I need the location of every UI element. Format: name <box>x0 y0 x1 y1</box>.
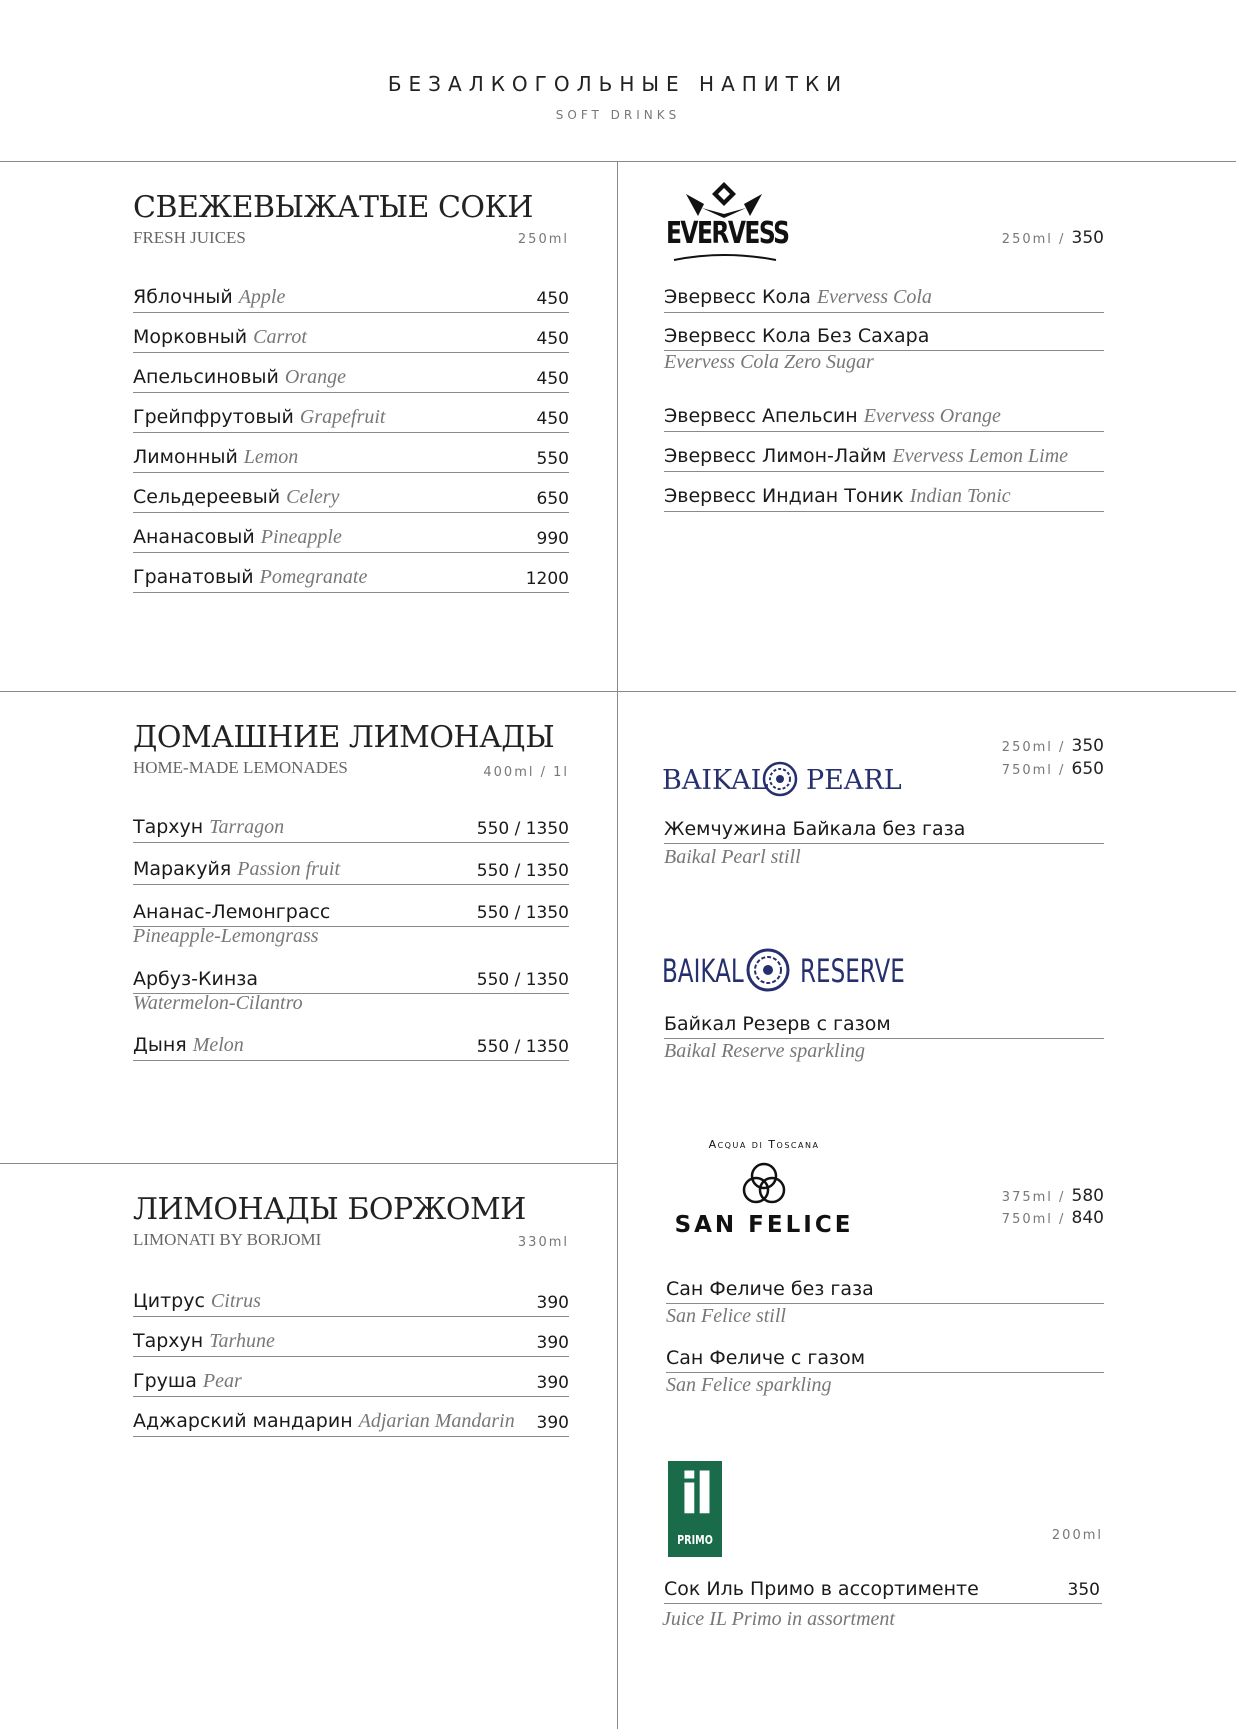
menu-row <box>664 322 1104 351</box>
volume-label: 375ml / 580 <box>1001 1186 1104 1206</box>
item-ru: Арбуз-Кинза <box>133 968 258 990</box>
divider-top <box>0 161 1236 162</box>
logo-small-text: PRIMO <box>677 1533 713 1547</box>
item-en: Pear <box>202 1370 242 1392</box>
item-en: Evervess Lemon Lime <box>892 445 1069 467</box>
section-title: ЛИМОНАДЫ БОРЖОМИ <box>133 1192 526 1227</box>
item-ru: Сок Иль Примо в ассортименте <box>664 1578 979 1600</box>
menu-row <box>133 1368 569 1397</box>
item-ru: Грейпфрутовый <box>133 406 294 428</box>
divider-vertical <box>617 161 618 1729</box>
item-en: Grapefruit <box>299 406 386 428</box>
volume-label: 250ml <box>517 232 569 247</box>
menu-row <box>133 814 569 843</box>
menu-row <box>133 364 569 393</box>
menu-row <box>133 484 569 513</box>
item-en: Apple <box>238 286 286 308</box>
menu-row <box>133 1288 569 1317</box>
item-price: 450 <box>536 289 569 309</box>
menu-row <box>133 965 569 994</box>
item-en: San Felice sparkling <box>666 1374 832 1396</box>
logo-text-right: RESERVE <box>800 952 905 990</box>
menu-row <box>664 284 1104 313</box>
section-title: ДОМАШНИЕ ЛИМОНАДЫ <box>133 720 555 755</box>
item-en: Pineapple-Lemongrass <box>133 925 319 947</box>
logo-main-text: SAN FELICE <box>674 1212 854 1238</box>
item-en: Orange <box>284 366 346 388</box>
menu-row <box>133 1328 569 1357</box>
item-ru: Морковный <box>133 326 248 348</box>
item-ru: Эвервесс Кола <box>664 286 811 308</box>
item-en: Citrus <box>210 1290 261 1312</box>
menu-row <box>133 898 569 927</box>
item-en: Juice IL Primo in assortment <box>662 1608 895 1630</box>
menu-row <box>664 1010 1104 1039</box>
divider-middle <box>0 691 1236 692</box>
item-price: 650 <box>536 489 569 509</box>
menu-row <box>666 1344 1104 1373</box>
item-en: Celery <box>286 486 340 508</box>
menu-row <box>133 284 569 313</box>
item-ru: Гранатовый <box>133 566 254 588</box>
item-price: 550 / 1350 <box>476 1037 569 1057</box>
volume-label: 750ml / 650 <box>1001 759 1104 779</box>
item-en: San Felice still <box>666 1305 786 1327</box>
item-ru: Тархун <box>133 1330 204 1352</box>
item-ru: Байкал Резерв с газом <box>664 1013 891 1035</box>
item-ru: Сан Феличе с газом <box>666 1347 866 1369</box>
menu-row <box>133 1032 569 1061</box>
rings-icon <box>738 1160 790 1208</box>
logo-text-left: BAIKAL <box>662 952 744 990</box>
item-en: Evervess Orange <box>863 405 1001 427</box>
menu-row <box>666 1275 1104 1304</box>
item-ru: Эвервесс Кола Без Сахара <box>664 325 930 347</box>
item-en: Baikal Pearl still <box>664 846 801 868</box>
menu-row <box>664 403 1104 432</box>
menu-row <box>133 324 569 353</box>
section-subtitle: LIMONATI BY BORJOMI <box>133 1230 322 1249</box>
baikal-pearl-logo <box>662 760 902 800</box>
item-price: 550 / 1350 <box>476 903 569 923</box>
item-ru: Дыня <box>133 1034 187 1056</box>
page-subtitle: SOFT DRINKS <box>555 108 681 122</box>
item-ru: Яблочный <box>133 286 233 308</box>
menu-row <box>133 856 569 885</box>
item-price: 450 <box>536 409 569 429</box>
item-ru: Маракуйя <box>133 858 232 880</box>
item-price: 550 / 1350 <box>476 861 569 881</box>
item-ru: Лимонный <box>133 446 238 468</box>
item-en: Watermelon-Cilantro <box>133 992 303 1014</box>
item-ru: Цитрус <box>133 1290 205 1312</box>
item-ru: Тархун <box>133 816 204 838</box>
volume-label: 250ml / 350 <box>1001 736 1104 756</box>
reserve-emblem-icon <box>746 948 790 992</box>
logo-top-text: Acqua di Toscana <box>708 1138 820 1151</box>
item-ru: Эвервесс Апельсин <box>664 405 858 427</box>
item-price: 450 <box>536 329 569 349</box>
section-subtitle: FRESH JUICES <box>133 228 246 247</box>
item-ru: Эвервесс Лимон-Лайм <box>664 445 887 467</box>
item-ru: Ананасовый <box>133 526 255 548</box>
item-ru: Ананас-Лемонграсс <box>133 901 331 923</box>
item-ru: Эвервесс Индиан Тоник <box>664 485 904 507</box>
menu-row <box>664 1575 1102 1604</box>
volume-label: 750ml / 840 <box>1001 1208 1104 1228</box>
item-price: 550 / 1350 <box>476 819 569 839</box>
volume-label: 330ml <box>517 1235 569 1250</box>
item-en: Melon <box>192 1034 244 1056</box>
item-price: 390 <box>536 1293 569 1313</box>
logo-big-text: il <box>679 1462 711 1527</box>
item-price: 550 / 1350 <box>476 970 569 990</box>
item-price: 990 <box>536 529 569 549</box>
item-price: 450 <box>536 369 569 389</box>
volume-label: 400ml / 1l <box>483 765 569 780</box>
menu-row <box>133 404 569 433</box>
item-ru: Апельсиновый <box>133 366 279 388</box>
item-en: Pineapple <box>260 526 342 548</box>
evervess-logo <box>664 178 789 264</box>
logo-text-left: BAIKAL <box>662 765 769 796</box>
menu-row <box>133 444 569 473</box>
item-price: 350 <box>1067 1580 1100 1600</box>
item-en: Baikal Reserve sparkling <box>664 1040 866 1062</box>
item-en: Carrot <box>253 326 307 348</box>
evervess-logo-text: EVERVESS <box>666 216 789 251</box>
item-en: Indian Tonic <box>909 485 1011 507</box>
item-en: Lemon <box>243 446 299 468</box>
item-ru: Аджарский мандарин <box>133 1410 353 1432</box>
pearl-emblem-icon <box>762 761 798 797</box>
section-title: СВЕЖЕВЫЖАТЫЕ СОКИ <box>133 190 533 225</box>
menu-row <box>133 1408 569 1437</box>
page-title: БЕЗАЛКОГОЛЬНЫЕ НАПИТКИ <box>387 72 849 96</box>
item-ru: Сельдереевый <box>133 486 281 508</box>
menu-row <box>664 483 1104 512</box>
divider-lower-left <box>0 1163 617 1164</box>
il-primo-logo <box>668 1461 722 1557</box>
menu-row <box>664 815 1104 844</box>
item-price: 1200 <box>525 569 569 589</box>
volume-label: 200ml <box>1051 1528 1103 1543</box>
menu-row <box>133 524 569 553</box>
item-ru: Груша <box>133 1370 197 1392</box>
menu-row <box>664 443 1104 472</box>
logo-text-right: PEARL <box>806 765 902 796</box>
item-price: 390 <box>536 1333 569 1353</box>
item-en: Evervess Cola Zero Sugar <box>664 351 874 373</box>
baikal-reserve-logo <box>662 948 905 994</box>
section-subtitle: HOME-MADE LEMONADES <box>133 758 348 777</box>
item-ru: Жемчужина Байкала без газа <box>664 818 966 840</box>
item-price: 550 <box>536 449 569 469</box>
san-felice-logo <box>664 1136 874 1242</box>
item-price: 390 <box>536 1413 569 1433</box>
item-ru: Сан Феличе без газа <box>666 1278 874 1300</box>
item-en: Pomegranate <box>259 566 368 588</box>
menu-row <box>133 564 569 593</box>
volume-label: 250ml / 350 <box>1001 228 1104 248</box>
item-en: Tarhune <box>209 1330 275 1352</box>
item-en: Evervess Cola <box>816 286 932 308</box>
item-en: Passion fruit <box>237 858 341 880</box>
item-price: 390 <box>536 1373 569 1393</box>
item-en: Adjarian Mandarin <box>358 1410 515 1432</box>
item-en: Tarragon <box>209 816 285 838</box>
